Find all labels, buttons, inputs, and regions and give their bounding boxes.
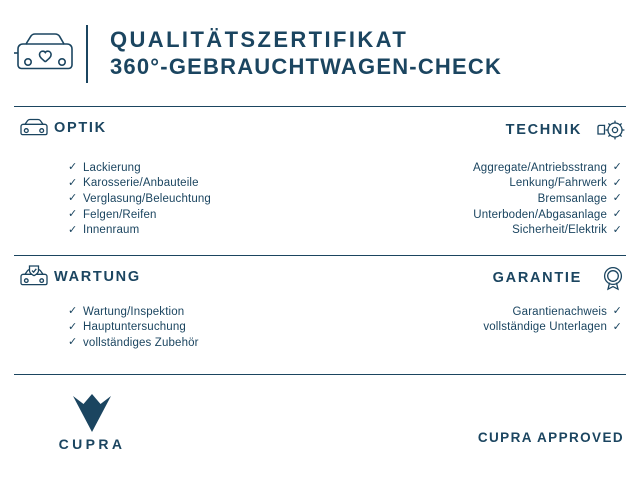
section-title-optik: OPTIK: [54, 120, 107, 136]
list-item: [68, 320, 199, 336]
list-item: [68, 160, 211, 176]
list-item-label: Unterboden/Abgasanlage: [473, 208, 607, 221]
list-item-label: Innenraum: [83, 224, 140, 237]
check-icon: ✓: [68, 305, 78, 318]
list-item-label: Wartung/Inspektion: [83, 305, 185, 318]
list-item-label: vollständige Unterlagen: [483, 321, 607, 334]
car-shield-icon: [14, 265, 54, 289]
header-divider: [86, 25, 88, 83]
car-front-icon: [14, 118, 54, 138]
check-icon: ✓: [612, 223, 622, 236]
engine-gear-icon: [582, 118, 626, 142]
cupra-logo: [32, 392, 152, 452]
page-subtitle: 360°-GEBRAUCHTWAGEN-CHECK: [110, 54, 503, 79]
checklist-optik: [68, 160, 211, 238]
checklist-wartung: [68, 304, 199, 351]
cupra-approved-label: CUPRA APPROVED: [477, 430, 624, 445]
divider-top: [14, 106, 626, 107]
check-icon: ✓: [68, 320, 78, 333]
car-heart-icon: [0, 31, 86, 77]
checklist-garantie: [483, 304, 622, 335]
section-header-wartung: [14, 265, 141, 289]
section-header-technik: [506, 118, 626, 142]
section-header-optik: [14, 118, 107, 138]
list-item-label: Bremsanlage: [537, 192, 607, 205]
seal-award-icon: [582, 265, 626, 291]
section-title-garantie: GARANTIE: [492, 270, 582, 286]
list-item-label: Karosserie/Anbauteile: [83, 177, 199, 190]
list-item: [473, 222, 622, 238]
document-header: [0, 18, 640, 90]
check-icon: ✓: [68, 176, 78, 189]
list-item-label: vollständiges Zubehör: [83, 336, 199, 349]
list-item-label: Hauptuntersuchung: [83, 321, 186, 334]
check-icon: ✓: [68, 161, 78, 174]
check-icon: ✓: [68, 223, 78, 236]
list-item: [68, 207, 211, 223]
section-title-wartung: WARTUNG: [54, 269, 141, 285]
list-item: [473, 176, 622, 192]
list-item: [483, 304, 622, 320]
section-title-technik: TECHNIK: [505, 122, 582, 138]
list-item: [473, 160, 622, 176]
check-icon: ✓: [68, 192, 78, 205]
list-item-label: Lackierung: [83, 161, 141, 174]
check-icon: ✓: [612, 320, 622, 333]
section-header-garantie: [493, 265, 626, 291]
list-item-label: Garantienachweis: [512, 305, 607, 318]
list-item: [68, 176, 211, 192]
checklist-technik: [473, 160, 622, 238]
list-item: [68, 222, 211, 238]
header-titles: [110, 27, 502, 81]
check-icon: ✓: [612, 192, 622, 205]
cupra-tribal-logo: [66, 392, 118, 432]
list-item-label: Lenkung/Fahrwerk: [509, 177, 607, 190]
list-item-label: Verglasung/Beleuchtung: [83, 192, 211, 205]
list-item: [68, 335, 199, 351]
cupra-wordmark: CUPRA: [58, 436, 126, 452]
list-item: [473, 207, 622, 223]
check-icon: ✓: [612, 176, 622, 189]
list-item: [473, 191, 622, 207]
check-icon: ✓: [612, 305, 622, 318]
check-icon: ✓: [68, 336, 78, 349]
list-item-label: Aggregate/Antriebsstrang: [472, 161, 607, 174]
check-icon: ✓: [68, 208, 78, 221]
check-icon: ✓: [612, 208, 622, 221]
list-item: [68, 304, 199, 320]
check-icon: ✓: [612, 161, 622, 174]
list-item-label: Felgen/Reifen: [83, 208, 157, 221]
list-item: [68, 191, 211, 207]
page-title: QUALITÄTSZERTIFIKAT: [110, 27, 409, 53]
divider-bottom: [14, 374, 626, 375]
list-item: [483, 320, 622, 336]
list-item-label: Sicherheit/Elektrik: [512, 224, 607, 237]
divider-middle: [14, 255, 626, 256]
